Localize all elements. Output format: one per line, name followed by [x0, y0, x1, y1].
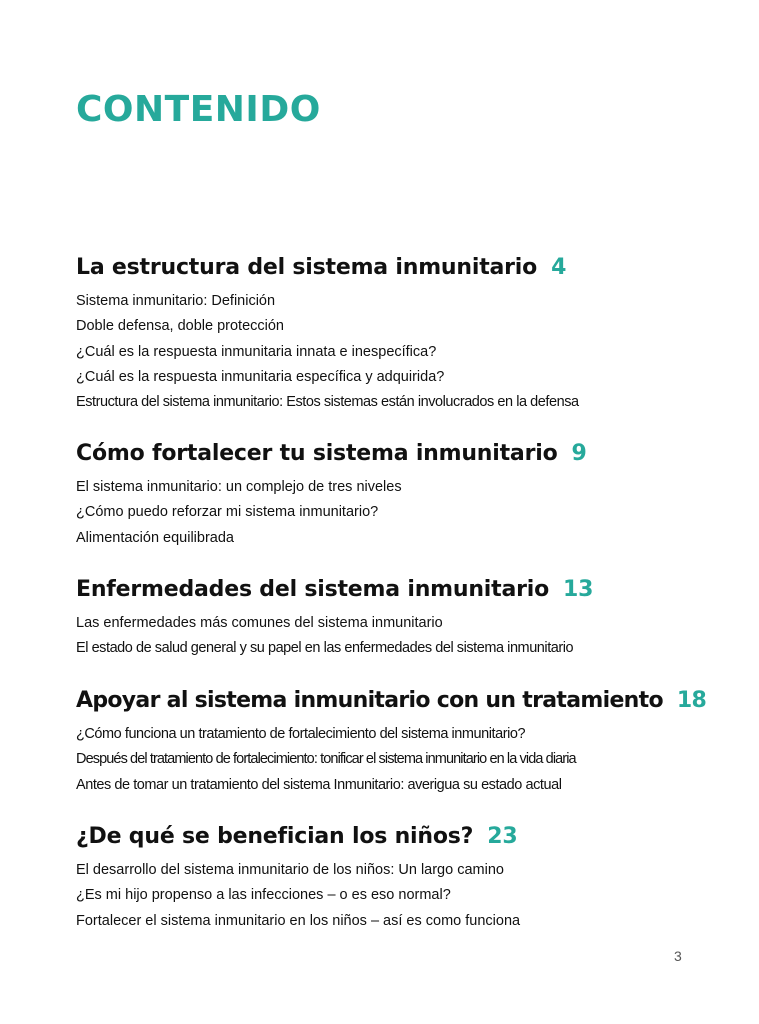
section-title: Cómo fortalecer tu sistema inmunitario	[76, 441, 558, 466]
section-title: La estructura del sistema inmunitario	[76, 255, 538, 280]
toc-item[interactable]: ¿Cómo funciona un tratamiento de fortalecimiento del sistema inmunitario?	[76, 726, 526, 742]
page-number: 3	[674, 948, 682, 964]
toc-item[interactable]: ¿Es mi hijo propenso a las infecciones – o es eso normal?	[76, 887, 451, 904]
toc-item[interactable]: Doble defensa, doble protección	[76, 318, 284, 335]
toc-items	[76, 475, 696, 551]
toc-item[interactable]: El estado de salud general y su papel en las enfermedades del sistema inmunitario	[76, 640, 574, 657]
toc-item[interactable]: Después del tratamiento de fortalecimiento: tonificar el sistema inmunitario en la vida diaria	[76, 751, 576, 768]
section-title: Enfermedades del sistema inmunitario	[76, 577, 550, 602]
toc-item[interactable]: Fortalecer el sistema inmunitario en los niños – así es como funciona	[76, 912, 521, 929]
toc-section-heading[interactable]	[76, 439, 696, 469]
section-title: ¿De qué se benefician los niños?	[76, 824, 474, 849]
toc-items	[76, 722, 696, 798]
toc-section-4	[76, 686, 707, 798]
toc-item[interactable]: Estructura del sistema inmunitario: Estos sistemas están involucrados en la defensa	[76, 394, 579, 411]
section-page-number: 9	[571, 441, 587, 466]
toc-items	[76, 611, 696, 662]
toc-item[interactable]: ¿Cuál es la respuesta inmunitaria innata e inespecífica?	[76, 343, 437, 360]
toc-section-2	[76, 439, 696, 551]
toc-item[interactable]: Las enfermedades más comunes del sistema inmunitario	[76, 615, 443, 631]
toc-section-heading[interactable]	[76, 686, 707, 716]
toc-item[interactable]: Alimentación equilibrada	[76, 529, 234, 546]
section-title: Apoyar al sistema inmunitario con un tratamiento	[76, 688, 663, 713]
toc-item[interactable]: ¿Cómo puedo reforzar mi sistema inmunitario?	[76, 504, 379, 521]
toc-items	[76, 858, 696, 934]
toc-item[interactable]: Antes de tomar un tratamiento del sistema Inmunitario: averigua su estado actual	[76, 776, 562, 793]
section-page-number: 4	[551, 255, 567, 280]
section-page-number: 18	[676, 688, 707, 713]
toc-item[interactable]: ¿Cuál es la respuesta inmunitaria específica y adquirida?	[76, 368, 445, 385]
toc-section-heading[interactable]	[76, 575, 696, 605]
toc-items	[76, 289, 696, 415]
toc-section-5	[76, 822, 696, 934]
toc-section-heading[interactable]	[76, 253, 696, 283]
toc-section-1	[76, 253, 696, 415]
toc-item[interactable]: Sistema inmunitario: Definición	[76, 293, 276, 309]
toc-item[interactable]: El sistema inmunitario: un complejo de tres niveles	[76, 479, 402, 495]
toc-section-3	[76, 575, 696, 662]
section-page-number: 13	[563, 577, 594, 602]
toc-section-heading[interactable]	[76, 822, 696, 852]
section-page-number: 23	[487, 824, 518, 849]
toc-item[interactable]: El desarrollo del sistema inmunitario de los niños: Un largo camino	[76, 862, 504, 878]
page-title: CONTENIDO	[76, 89, 321, 130]
